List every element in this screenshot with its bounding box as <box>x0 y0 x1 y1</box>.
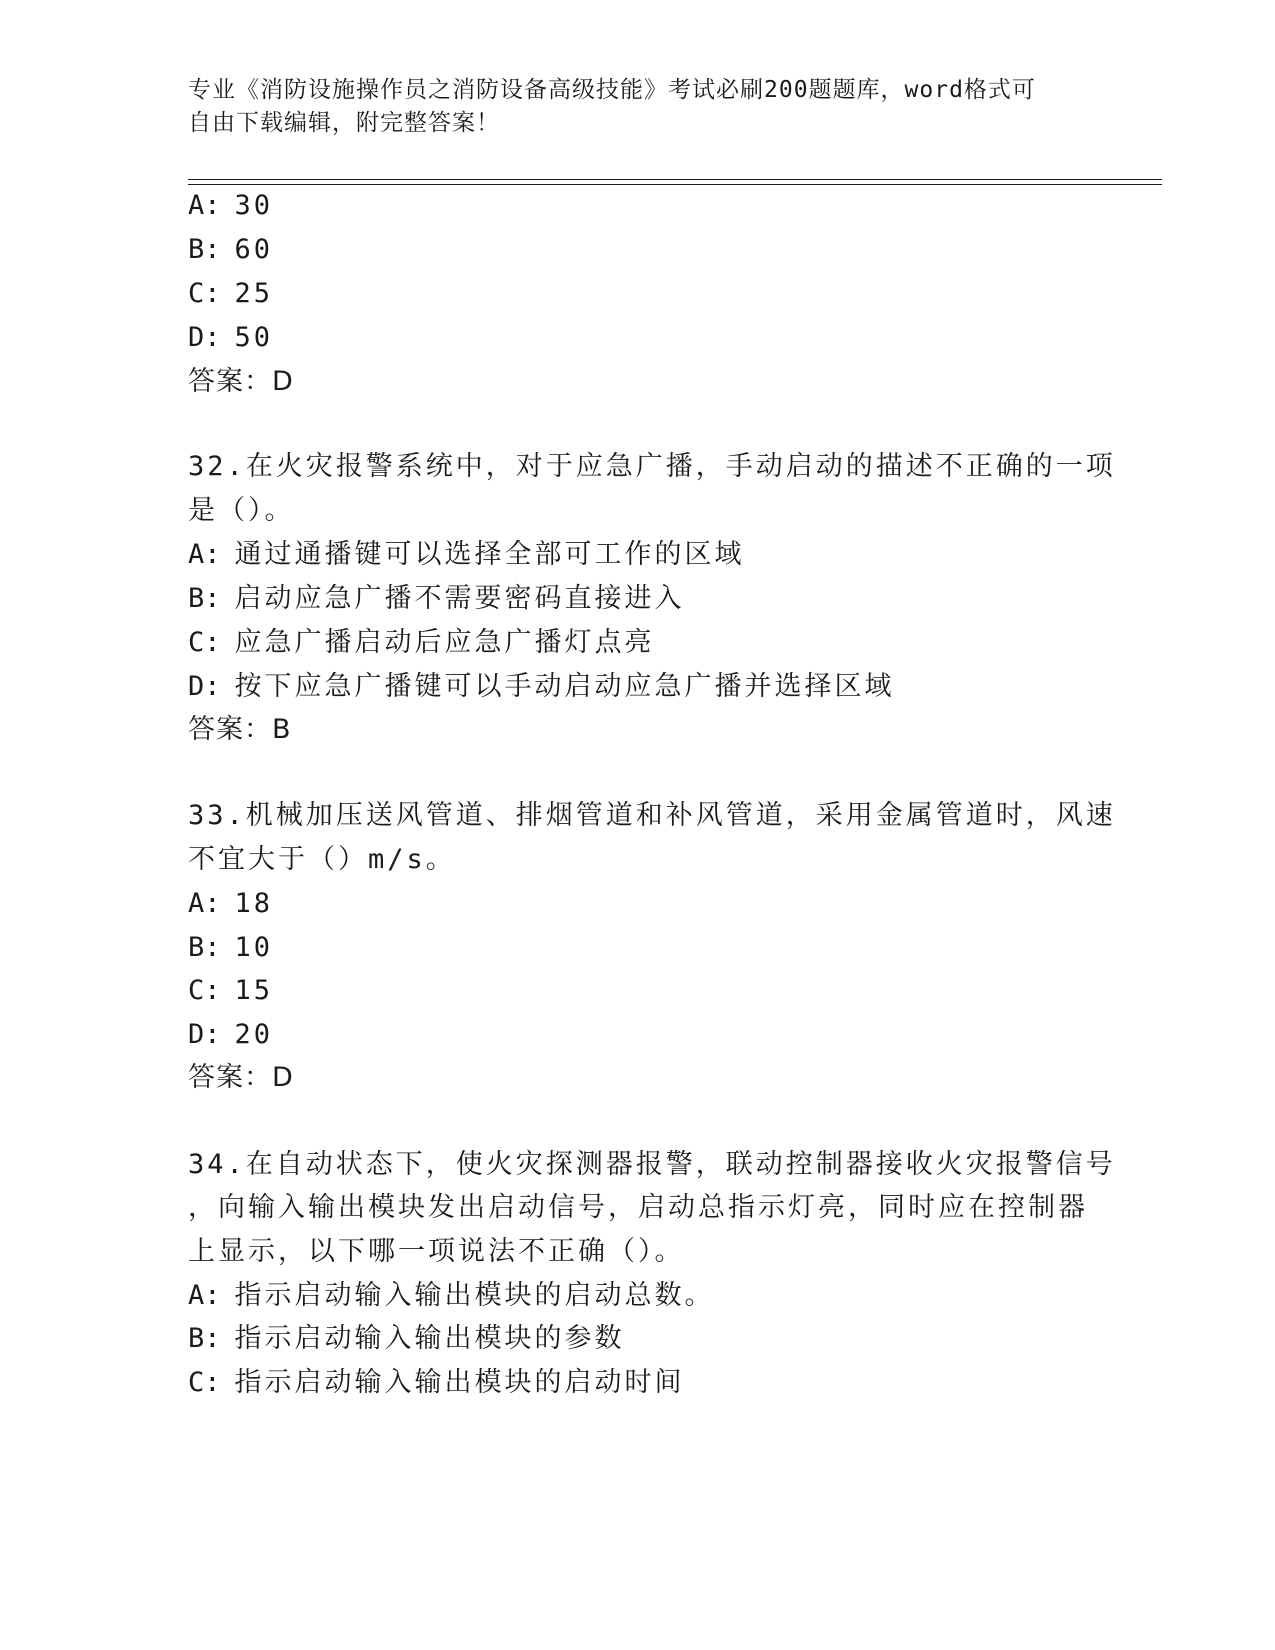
q34-option-a: A: 指示启动输入输出模块的启动总数。 <box>188 1280 715 1311</box>
q32-stem-line-2: 是（）。 <box>188 495 295 526</box>
q31-option-c: C: 25 <box>188 278 274 309</box>
q34-stem-line-1: 34.在自动状态下，使火灾探测器报警，联动控制器接收火灾报警信号 <box>188 1149 1116 1180</box>
q32-option-d: D: 按下应急广播键可以手动启动应急广播并选择区域 <box>188 671 895 702</box>
q32-stem-line-1: 32.在火灾报警系统中，对于应急广播，手动启动的描述不正确的一项 <box>188 451 1116 482</box>
q33-option-c: C: 15 <box>188 975 274 1006</box>
header-divider-top <box>188 179 1162 180</box>
q31-option-d: D: 50 <box>188 322 274 353</box>
q33-option-a: A: 18 <box>188 888 274 919</box>
header-divider-bottom <box>188 184 1162 185</box>
q33-stem-line-1: 33.机械加压送风管道、排烟管道和补风管道，采用金属管道时，风速 <box>188 800 1116 831</box>
q31-option-b: B: 60 <box>188 234 274 265</box>
document-header <box>188 74 1088 140</box>
q34-option-c: C: 指示启动输入输出模块的启动时间 <box>188 1367 685 1398</box>
q33-option-d: D: 20 <box>188 1019 274 1050</box>
q33-option-b: B: 10 <box>188 932 274 963</box>
header-title-line-2: 自由下载编辑，附完整答案！ <box>188 110 500 136</box>
header-title-line-1: 专业《消防设施操作员之消防设备高级技能》考试必刷200题题库，word格式可 <box>188 77 1036 103</box>
q32-option-c: C: 应急广播启动后应急广播灯点亮 <box>188 627 655 658</box>
q33-stem-line-2: 不宜大于（）m/s。 <box>188 844 456 875</box>
q31-answer: 答案：D <box>188 366 294 397</box>
q31-option-a: A: 30 <box>188 190 274 221</box>
q34-stem-line-2: ，向输入输出模块发出启动信号，启动总指示灯亮，同时应在控制器 <box>188 1192 1088 1223</box>
q32-answer: 答案：B <box>188 714 292 745</box>
q34-stem-line-3: 上显示，以下哪一项说法不正确（）。 <box>188 1236 685 1267</box>
q32-option-b: B: 启动应急广播不需要密码直接进入 <box>188 583 685 614</box>
q32-option-a: A: 通过通播键可以选择全部可工作的区域 <box>188 539 745 570</box>
q34-option-b: B: 指示启动输入输出模块的参数 <box>188 1323 625 1354</box>
q33-answer: 答案：D <box>188 1062 294 1093</box>
